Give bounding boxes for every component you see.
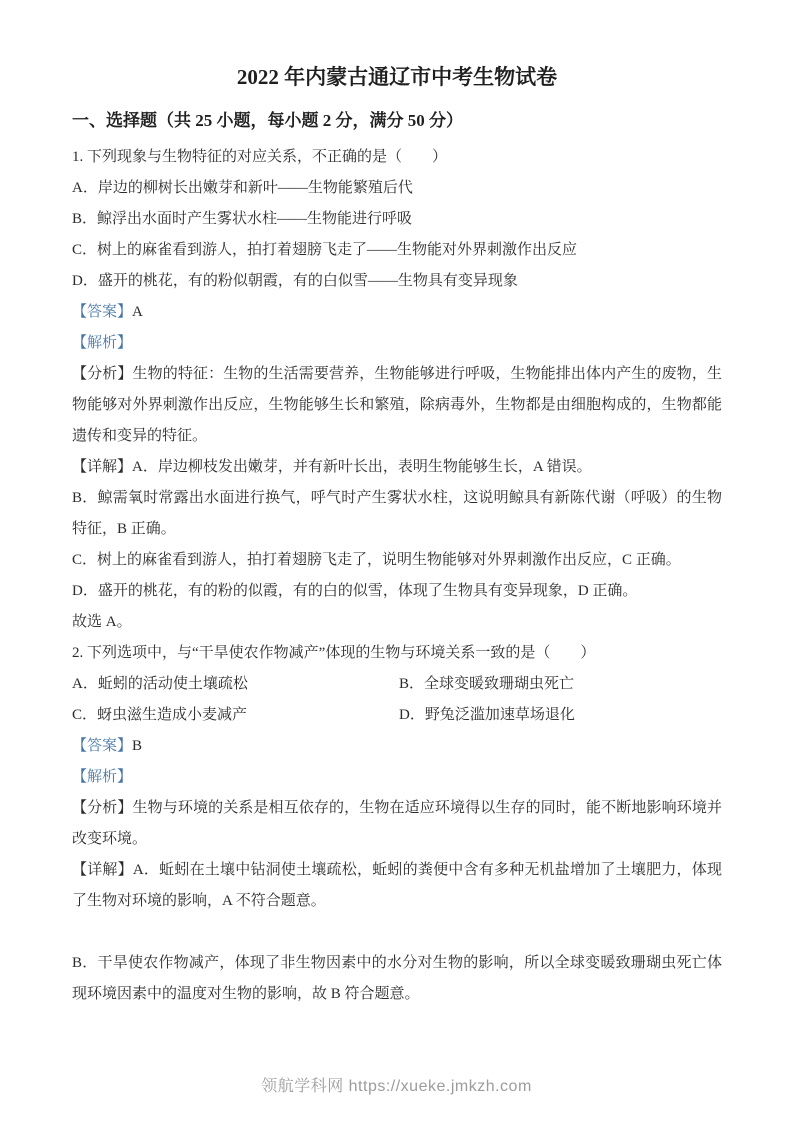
question-2-answer-row <box>72 731 722 762</box>
question-2-option-a: A．蚯蚓的活动使土壤疏松 <box>72 676 248 692</box>
question-1-detail-d: D．盛开的桃花，有的粉的似霞，有的白的似雪，体现了生物具有变异现象，D 正确。 <box>72 583 638 599</box>
question-1-explanation-row <box>72 328 722 359</box>
question-1-option-b: B．鲸浮出水面时产生雾状水柱——生物能进行呼吸 <box>72 211 413 227</box>
question-1-conclusion: 故选 A。 <box>72 614 132 630</box>
question-2-stem: 2. 下列选项中，与“干旱使农作物减产”体现的生物与环境关系一致的是（ ） <box>72 645 596 661</box>
question-2-analysis: 【分析】生物与环境的关系是相互依存的，生物在适应环境得以生存的同时，能不断地影响环境并改变环境。 <box>72 800 722 847</box>
question-2-explanation-row <box>72 762 722 793</box>
answer-value: A <box>132 304 143 320</box>
question-1-stem: 1. 下列现象与生物特征的对应关系，不正确的是（ ） <box>72 149 448 165</box>
explanation-label: 【解析】 <box>72 335 133 351</box>
question-2-option-d: D．野兔泛滥加速草场退化 <box>399 707 575 723</box>
watermark: 领航学科网 https://xueke.jmkzh.com <box>261 1078 532 1095</box>
page-title: 2022 年内蒙古通辽市中考生物试卷 <box>236 65 558 89</box>
question-2-option-c: C．蚜虫滋生造成小麦减产 <box>72 707 248 723</box>
question-2-options-row-2 <box>72 700 722 731</box>
question-2-detail-b: B．干旱使农作物减产，体现了非生物因素中的水分对生物的影响，所以全球变暖致珊瑚虫死亡体现环境因素中的温度对生物的影响，故 B 符合题意。 <box>72 955 722 1002</box>
section-header: 一、选择题（共 25 小题，每小题 2 分，满分 50 分） <box>72 111 463 130</box>
question-2-options-row-1 <box>72 669 722 700</box>
question-1-detail-c: C．树上的麻雀看到游人，拍打着翅膀飞走了，说明生物能够对外界刺激作出反应，C 正确。 <box>72 552 681 568</box>
question-2 <box>72 638 722 1010</box>
question-1-answer-row <box>72 297 722 328</box>
blank-line-spacer <box>72 917 722 948</box>
question-2-option-b: B．全球变暖致珊瑚虫死亡 <box>399 676 575 692</box>
question-1-option-a: A．岸边的柳树长出嫩芽和新叶——生物能繁殖后代 <box>72 180 413 196</box>
question-1-option-c: C．树上的麻雀看到游人，拍打着翅膀飞走了——生物能对外界刺激作出反应 <box>72 242 578 258</box>
page-content <box>72 62 722 1010</box>
answer-label: 【答案】 <box>72 738 133 754</box>
question-1 <box>72 142 722 638</box>
question-1-option-d: D．盛开的桃花，有的粉似朝霞，有的白似雪——生物具有变异现象 <box>72 273 518 289</box>
question-1-detail-b: B．鲸需氧时常露出水面进行换气，呼气时产生雾状水柱，这说明鲸具有新陈代谢（呼吸）的生物特征，B 正确。 <box>72 490 722 537</box>
question-1-analysis: 【分析】生物的特征：生物的生活需要营养，生物能够进行呼吸，生物能排出体内产生的废物，生物能够对外界刺激作出反应，生物能够生长和繁殖，除病毒外，生物都是由细胞构成的，生物都能遗传和变异的特征。 <box>72 366 722 444</box>
question-2-detail-a: 【详解】A．蚯蚓在土壤中钻洞使土壤疏松，蚯蚓的粪便中含有多种无机盐增加了土壤肥力，体现了生物对环境的影响，A 不符合题意。 <box>72 862 722 909</box>
explanation-label: 【解析】 <box>72 769 133 785</box>
answer-value: B <box>132 738 143 754</box>
answer-label: 【答案】 <box>72 304 133 320</box>
question-1-detail-a: 【详解】A．岸边柳枝发出嫩芽，并有新叶长出，表明生物能够生长，A 错误。 <box>72 459 592 475</box>
